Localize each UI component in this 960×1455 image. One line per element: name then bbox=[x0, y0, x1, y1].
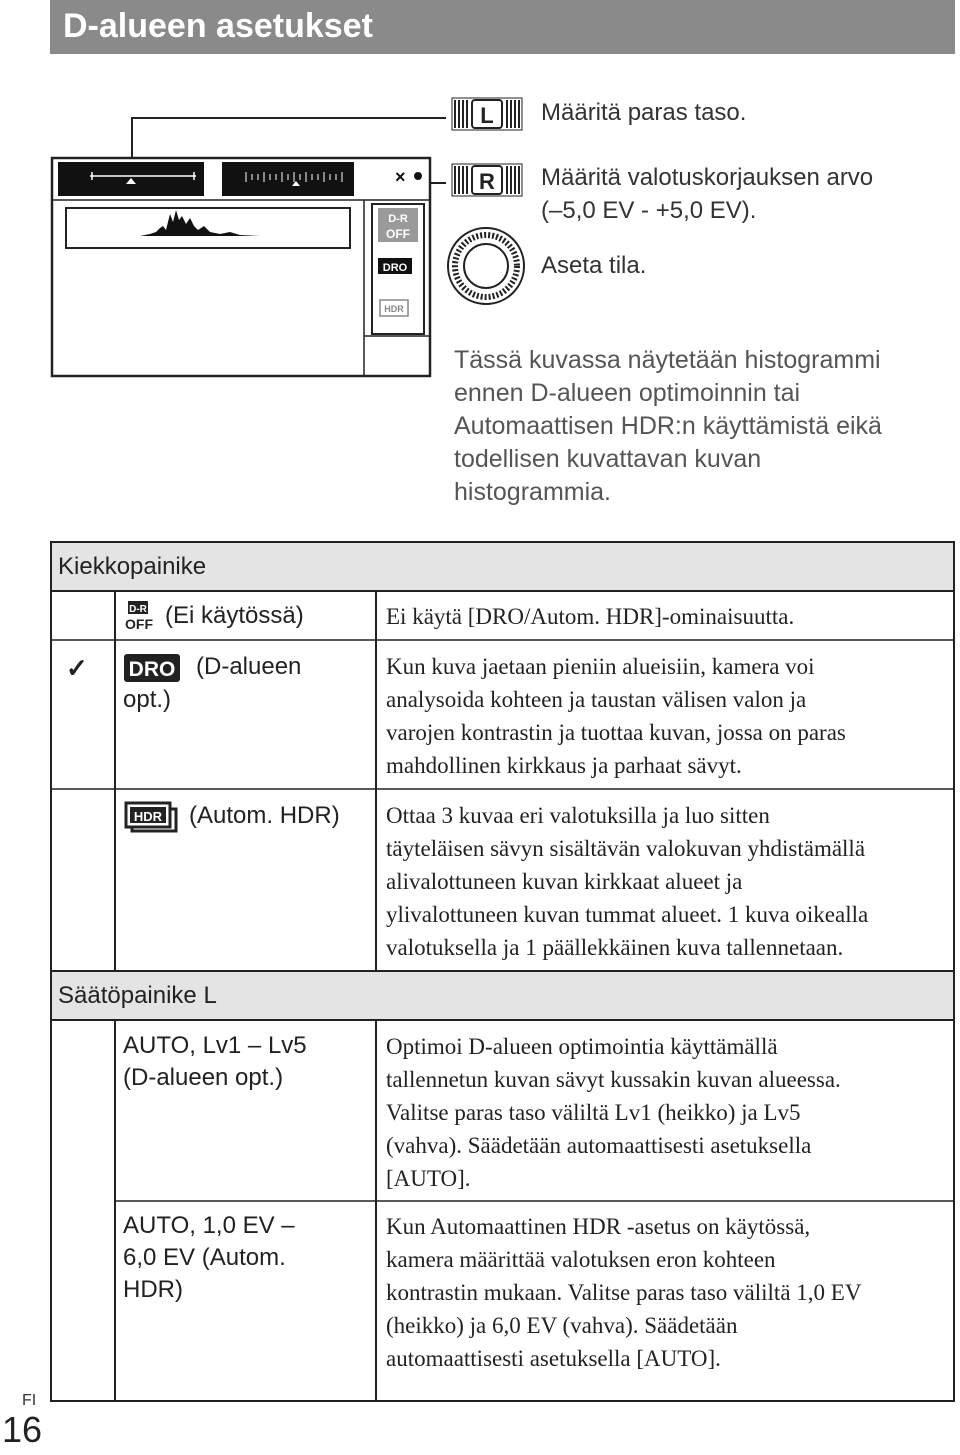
row-desc-hdr-levels bbox=[386, 1210, 861, 1375]
dr-off-icon bbox=[124, 600, 156, 632]
note-line: Tässä kuvassa näytetään histogrammi bbox=[454, 346, 881, 374]
callout-r-line1: Määritä valotuskorjauksen arvo bbox=[541, 164, 874, 191]
row-label-hdr: (Autom. HDR) bbox=[189, 802, 340, 829]
row-key-dro-levels bbox=[123, 1030, 307, 1094]
row-label-dro-1: (D-alueen bbox=[196, 653, 302, 680]
callout-r-line2: (–5,0 EV - +5,0 EV). bbox=[541, 197, 757, 224]
key-line: 6,0 EV (Autom. bbox=[123, 1244, 286, 1271]
callout-mode: Aseta tila. bbox=[541, 252, 647, 279]
desc-line: Valitse paras taso väliltä Lv1 (heikko) ja Lv5 bbox=[386, 1100, 801, 1125]
note-line: histogrammia. bbox=[454, 478, 611, 506]
note-line: todellisen kuvattavan kuvan bbox=[454, 445, 762, 473]
desc-line: Kun kuva jaetaan pieniin alueisiin, kamera voi bbox=[386, 654, 815, 679]
desc-line: (vahva). Säädetään automaattisesti asetuksella bbox=[386, 1133, 812, 1158]
row-desc-dro bbox=[386, 650, 846, 782]
dro-icon-text: DRO bbox=[128, 658, 176, 681]
screen-icon-dro: DRO bbox=[382, 262, 408, 274]
desc-line: Ei käytä [DRO/Autom. HDR]-ominaisuutta. bbox=[386, 604, 795, 629]
row-desc-dro-levels bbox=[386, 1030, 841, 1195]
note-line: Automaattisen HDR:n käyttämistä eikä bbox=[454, 412, 882, 440]
desc-line: kamera määrittää valotuksen eron kohteen bbox=[386, 1247, 776, 1272]
desc-line: valotuksella ja 1 päällekkäinen kuva tallennetaan. bbox=[386, 935, 844, 960]
default-check-icon: ✓ bbox=[66, 653, 88, 683]
section-header-control-l: Säätöpainike L bbox=[58, 982, 217, 1009]
dial-r-letter: R bbox=[479, 169, 495, 194]
svg-text:×: × bbox=[395, 167, 406, 187]
dial-l-letter: L bbox=[480, 103, 494, 128]
dro-icon bbox=[124, 654, 182, 682]
desc-line: Kun Automaattinen HDR -asetus on käytössä, bbox=[386, 1214, 811, 1239]
row-label-off: (Ei käytössä) bbox=[165, 602, 304, 629]
desc-line: tallennetun kuvan sävyt kussakin kuvan alueessa. bbox=[386, 1067, 841, 1092]
desc-line: täyteläisen sävyn sisältävän valokuvan yhdistämällä bbox=[386, 836, 866, 861]
hdr-icon bbox=[124, 801, 178, 833]
key-line: AUTO, 1,0 EV – bbox=[123, 1212, 295, 1239]
off-icon-top: D-R bbox=[129, 604, 147, 615]
note-line: ennen D-alueen optimoinnin tai bbox=[454, 379, 801, 407]
desc-line: [AUTO]. bbox=[386, 1166, 471, 1191]
screen-icon-hdr: HDR bbox=[384, 304, 404, 314]
row-label-dro-2: opt.) bbox=[123, 686, 172, 713]
off-icon-bottom: OFF bbox=[125, 616, 153, 632]
row-desc-hdr bbox=[386, 799, 868, 964]
section-header-dial: Kiekkopainike bbox=[58, 553, 207, 580]
page-number: 16 bbox=[2, 1409, 43, 1450]
desc-line: Optimoi D-alueen optimointia käyttämällä bbox=[386, 1034, 778, 1059]
lang-tag: FI bbox=[22, 1392, 37, 1409]
key-line: AUTO, Lv1 – Lv5 bbox=[123, 1032, 307, 1059]
page-title: D-alueen asetukset bbox=[63, 7, 373, 45]
desc-line: alivalottuneen kuvan kirkkaat alueet ja bbox=[386, 869, 743, 894]
desc-line: automaattisesti asetuksella [AUTO]. bbox=[386, 1346, 721, 1371]
screen-icon-off-bottom: OFF bbox=[386, 227, 410, 241]
callout-l: Määritä paras taso. bbox=[541, 99, 747, 126]
desc-line: Ottaa 3 kuvaa eri valotuksilla ja luo sitten bbox=[386, 803, 770, 828]
desc-line: varojen kontrastin ja tuottaa kuvan, jossa on paras bbox=[386, 720, 846, 745]
desc-line: kontrastin mukaan. Valitse paras taso väliltä 1,0 EV bbox=[386, 1280, 862, 1305]
desc-line: ylivalottuneen kuvan tummat alueet. 1 kuva oikealla bbox=[386, 902, 869, 927]
desc-line: mahdollinen kirkkaus ja parhaat sävyt. bbox=[386, 753, 742, 778]
row-key-hdr-levels bbox=[123, 1210, 295, 1306]
key-line: HDR) bbox=[123, 1276, 183, 1303]
desc-line: (heikko) ja 6,0 EV (vahva). Säädetään bbox=[386, 1313, 738, 1338]
screen-icon-off-top: D-R bbox=[388, 213, 408, 225]
key-line: (D-alueen opt.) bbox=[123, 1064, 284, 1091]
row-desc-off bbox=[386, 600, 794, 633]
desc-line: analysoida kohteen ja taustan välisen valon ja bbox=[386, 687, 807, 712]
hdr-icon-text: HDR bbox=[133, 809, 163, 824]
